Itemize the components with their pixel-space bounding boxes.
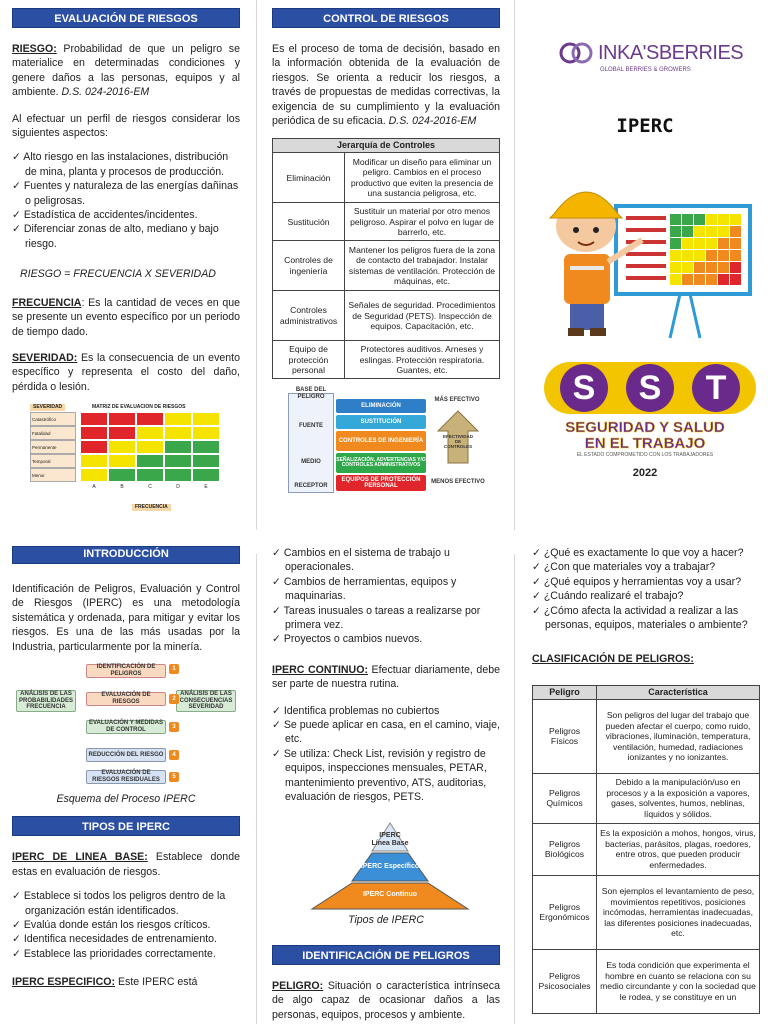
board-cell bbox=[730, 250, 741, 261]
section-title: IDENTIFICACIÓN DE PELIGROS bbox=[272, 945, 500, 965]
body-text: Es el proceso de toma de decisión, basado en la información obtenida de la evaluación de riesgos. Se orienta a reducir los riesgos, a través de propuestas de medidas correctivas, la exigencia de su cumplimiento y la evaluación periódica de su eficacia. bbox=[272, 43, 500, 128]
matrix-cell bbox=[108, 412, 136, 426]
base-label: BASE DEL PELIGRO bbox=[295, 387, 327, 400]
table-row bbox=[533, 875, 760, 949]
board-cell bbox=[706, 238, 717, 249]
menos-efectivo-label: MENOS EFECTIVO bbox=[431, 479, 485, 486]
intro-text: Al efectuar un perfil de riesgos considerar los siguientes aspectos: bbox=[12, 112, 240, 140]
board-cell bbox=[694, 214, 705, 225]
cell-key: Peligros Ergonómicos bbox=[533, 875, 597, 949]
definition-text: : Es la cantidad de veces en que se presente un evento específico por un periodo de tiempo dado. bbox=[12, 296, 240, 338]
term: IPERC DE LINEA BASE: bbox=[12, 851, 148, 864]
matrix-cell bbox=[80, 412, 108, 426]
list-item: ✓ Fuentes y naturaleza de las energías dañinas o peligrosas. bbox=[12, 179, 240, 208]
board-cell bbox=[706, 226, 717, 237]
scheme-left: ANÁLISIS DE LAS PROBABILIDADES FRECUENCIA bbox=[16, 690, 76, 712]
table-row bbox=[533, 699, 760, 773]
matrix-freq-label: FRECUENCIA bbox=[132, 504, 171, 511]
control-text bbox=[272, 42, 500, 128]
board-cell bbox=[718, 262, 729, 273]
fold-line bbox=[514, 0, 515, 1024]
board-line bbox=[626, 228, 666, 232]
list-item: ✓ Establece las prioridades correctamente. bbox=[12, 947, 240, 961]
matrix-cell bbox=[136, 440, 164, 454]
table-row bbox=[533, 949, 760, 1013]
cell-value: Protectores auditivos. Arneses y eslingas. Protección respiratoria. Guantes, etc. bbox=[345, 341, 500, 379]
matrix-cell bbox=[192, 468, 220, 482]
definition-text: Este IPERC está bbox=[115, 976, 198, 989]
cover-title: IPERC bbox=[616, 115, 674, 137]
board-cell bbox=[706, 274, 717, 285]
board-cell bbox=[682, 262, 693, 273]
matrix-row-label: Temporal bbox=[30, 454, 76, 468]
cell-value: Sustituir un material por otro menos peligroso. Aspirar el polvo en lugar de barrerlo, etc. bbox=[345, 203, 500, 241]
brand-name: INKA'SBERRIES bbox=[598, 42, 744, 64]
matrix-cell bbox=[192, 412, 220, 426]
matrix-cell bbox=[108, 426, 136, 440]
matrix-cell bbox=[80, 440, 108, 454]
matrix-cell bbox=[136, 468, 164, 482]
table-row bbox=[273, 241, 500, 291]
scheme-num: 5 bbox=[169, 772, 179, 782]
scheme-step: EVALUACIÓN Y MEDIDAS DE CONTROL bbox=[86, 720, 166, 734]
scheme-num: 3 bbox=[169, 722, 179, 732]
scheme-caption: Esquema del Proceso IPERC bbox=[56, 793, 196, 806]
board-cell bbox=[682, 274, 693, 285]
matrix-cell bbox=[136, 412, 164, 426]
section-title: CONTROL DE RIESGOS bbox=[272, 8, 500, 28]
cell-value: Debido a la manipulación/uso en procesos y a la exposición a vapores, gases, solventes, humos, neblinas, líquidos y sólidos. bbox=[597, 773, 760, 823]
definition-text: Probabilidad de que un peligro se materialice en determinadas condiciones y genere daños a las personas, equipos y al ambiente. bbox=[12, 43, 240, 99]
board-cell bbox=[706, 262, 717, 273]
table-header: Característica bbox=[597, 685, 760, 699]
column-control bbox=[272, 8, 500, 495]
table-row bbox=[533, 823, 760, 875]
list-item: ✓ Se puede aplicar en casa, en el camino, viaje, etc. bbox=[272, 718, 500, 747]
table-row bbox=[273, 153, 500, 203]
definition-text: Establece donde estas en evaluación de riesgos. bbox=[12, 851, 240, 878]
board-cell bbox=[694, 226, 705, 237]
term: PELIGRO: bbox=[272, 979, 324, 992]
table-row bbox=[273, 341, 500, 379]
board-cell bbox=[682, 214, 693, 225]
term: FRECUENCIA bbox=[12, 296, 82, 309]
board-cell bbox=[706, 250, 717, 261]
list-item: ✓ Tareas inusuales o tareas a realizarse por primera vez. bbox=[272, 604, 500, 633]
board-cell bbox=[694, 238, 705, 249]
column-introduccion bbox=[12, 548, 240, 1024]
matrix-col-label: E bbox=[204, 484, 208, 491]
fold-line bbox=[256, 0, 257, 1024]
board-line bbox=[626, 264, 666, 268]
board-cell bbox=[682, 250, 693, 261]
cell-value: Es la exposición a mohos, hongos, virus, bacterias, parásitos, plagas, roedores, entre otros, que pueden producir enfermedades. bbox=[597, 823, 760, 875]
list-item: ✓ ¿Cuándo realizaré el trabajo? bbox=[532, 589, 760, 603]
board-cell bbox=[670, 262, 681, 273]
mas-efectivo-label: MÁS EFECTIVO bbox=[434, 397, 480, 404]
matrix-cell bbox=[80, 468, 108, 482]
level-epp: EQUIPOS DE PROTECCIÓN PERSONAL bbox=[336, 475, 426, 491]
table-header: Peligro bbox=[533, 685, 597, 699]
cell-key: Controles administrativos bbox=[273, 291, 345, 341]
board-cell bbox=[730, 238, 741, 249]
table-row bbox=[273, 203, 500, 241]
scheme-step: IDENTIFICACIÓN DE PELIGROS bbox=[86, 664, 166, 678]
hazards-table bbox=[532, 685, 760, 1014]
questions-list bbox=[532, 546, 760, 632]
section-title: TIPOS DE IPERC bbox=[12, 816, 240, 836]
continuo-list bbox=[272, 704, 500, 805]
risk-matrix bbox=[12, 404, 240, 514]
reference: D.S. 024-2016-EM bbox=[61, 86, 150, 99]
list-item: ✓ ¿Qué equipos y herramientas voy a usar? bbox=[532, 575, 760, 589]
board-cell bbox=[718, 226, 729, 237]
board-line bbox=[626, 252, 666, 256]
matrix-cell bbox=[136, 454, 164, 468]
clasificacion-heading: CLASIFICACIÓN DE PELIGROS: bbox=[532, 653, 694, 666]
scheme-num: 1 bbox=[169, 664, 179, 674]
worker-illustration bbox=[530, 170, 760, 340]
cell-value: Son peligros del lugar del trabajo que pueden afectar el cuerpo, como ruido, vibraciones, iluminación, temperatura, ventilación, humedad, radiaciones ionizantes y no ionizantes. bbox=[597, 699, 760, 773]
severidad-definition bbox=[12, 351, 240, 394]
table-row bbox=[273, 291, 500, 341]
sst-line-2: EN EL TRABAJO bbox=[584, 434, 706, 452]
list-item: ✓ Evalúa donde están los riesgos críticos. bbox=[12, 918, 240, 932]
term: IPERC CONTINUO: bbox=[272, 663, 368, 676]
arrow-label: EFECTIVIDAD DE CONTROLES bbox=[443, 434, 474, 450]
board-cell bbox=[694, 274, 705, 285]
board-cell bbox=[670, 250, 681, 261]
matrix-cell bbox=[192, 440, 220, 454]
definition-text: Efectuar diariamente, debe ser parte de nuestra rutina. bbox=[272, 663, 500, 691]
cell-value: Señales de seguridad. Procedimientos de Seguridad (PETS). Inspección de equipos. Capacitación, etc. bbox=[345, 291, 500, 341]
list-item: ✓ Identifica necesidades de entrenamiento. bbox=[12, 932, 240, 946]
linea-base-definition bbox=[12, 850, 240, 879]
linea-base-list bbox=[12, 889, 240, 961]
level-eliminacion: ELIMINACIÓN bbox=[336, 399, 426, 413]
cell-value: Mantener los peligros fuera de la zona de contacto del trabajador. Instalar sistemas de ventilación. Protección de máquinas, etc. bbox=[345, 241, 500, 291]
fuente-label: FUENTE bbox=[299, 423, 323, 430]
matrix-col-label: B bbox=[120, 484, 124, 491]
medio-label: MEDIO bbox=[301, 459, 321, 466]
board-cell bbox=[670, 238, 681, 249]
cell-key: Sustitución bbox=[273, 203, 345, 241]
sst-letter: T bbox=[692, 364, 740, 412]
receptor-label: RECEPTOR bbox=[294, 483, 328, 490]
riesgo-definition bbox=[12, 42, 240, 100]
term: IPERC ESPECIFICO: bbox=[12, 976, 116, 989]
cell-key: Peligros Biológicos bbox=[533, 823, 597, 875]
list-item: ✓ Alto riesgo en las instalaciones, distribución de mina, planta y procesos de producción. bbox=[12, 150, 240, 179]
list-item: ✓ ¿Con que materiales voy a trabajar? bbox=[532, 560, 760, 574]
board-cell bbox=[730, 274, 741, 285]
list-item: ✓ Diferenciar zonas de alto, mediano y bajo riesgo. bbox=[12, 222, 240, 251]
term: RIESGO: bbox=[12, 43, 57, 55]
board-cell bbox=[694, 262, 705, 273]
iperc-pyramid bbox=[272, 819, 500, 911]
board-cell bbox=[730, 262, 741, 273]
board-cell bbox=[670, 274, 681, 285]
matrix-cell bbox=[164, 440, 192, 454]
list-item: ✓ Identifica problemas no cubiertos bbox=[272, 704, 500, 718]
board-cell bbox=[718, 238, 729, 249]
table-title: Jerarquía de Controles bbox=[273, 139, 500, 153]
matrix-cell bbox=[108, 440, 136, 454]
column-evaluacion bbox=[12, 8, 240, 514]
board-cell bbox=[730, 214, 741, 225]
pyramid-caption: Tipos de IPERC bbox=[348, 913, 424, 926]
hierarchy-table bbox=[272, 138, 500, 379]
board-cell bbox=[718, 274, 729, 285]
board-cell bbox=[682, 226, 693, 237]
matrix-cell bbox=[136, 426, 164, 440]
pyramid-level: IPERC Específico bbox=[360, 862, 420, 870]
matrix-col-label: D bbox=[176, 484, 180, 491]
board-cell bbox=[718, 214, 729, 225]
cell-value: Es toda condición que experimenta el hombre en cuanto se relaciona con su medio circundante y con la sociedad que le rodea, y se constituye en un bbox=[597, 949, 760, 1013]
cell-value: Modificar un diseño para eliminar un peligro. Cambios en el proceso productivo que eviten la presencia de una sustancia peligrosa, etc. bbox=[345, 153, 500, 203]
board-line bbox=[626, 276, 666, 280]
scheme-num: 4 bbox=[169, 750, 179, 760]
term: SEVERIDAD: bbox=[12, 351, 78, 364]
section-title: INTRODUCCIÓN bbox=[12, 546, 240, 564]
cover-year: 2022 bbox=[632, 466, 658, 479]
scheme-step: REDUCCIÓN DEL RIESGO bbox=[86, 748, 166, 762]
matrix-row-label: Permanente bbox=[30, 440, 76, 454]
cell-key: Controles de ingeniería bbox=[273, 241, 345, 291]
reference: D.S. 024-2016-EM bbox=[388, 115, 477, 128]
board-cell bbox=[694, 250, 705, 261]
matrix-cell bbox=[164, 454, 192, 468]
column-tipos bbox=[272, 547, 500, 1024]
aspects-list bbox=[12, 150, 240, 251]
list-item: ✓ Establece si todos los peligros dentro de la organización están identificados. bbox=[12, 889, 240, 918]
board-cell bbox=[706, 214, 717, 225]
board-cell bbox=[670, 226, 681, 237]
iperc-scheme bbox=[12, 664, 240, 788]
matrix-cell bbox=[80, 426, 108, 440]
scheme-right: ANÁLISIS DE LAS CONSECUENCIAS SEVERIDAD bbox=[176, 690, 236, 712]
formula: RIESGO = FRECUENCIA X SEVERIDAD bbox=[20, 268, 216, 281]
sst-letter: S bbox=[626, 364, 674, 412]
level-sustitucion: SUSTITUCIÓN bbox=[336, 415, 426, 429]
diagram-left-column bbox=[288, 393, 334, 493]
matrix-col-label: C bbox=[148, 484, 152, 491]
scheme-step: EVALUACIÓN DE RIESGOS bbox=[86, 692, 166, 706]
definition-text: Situación o característica intrínseca de algo capaz de ocasionar daños a las personas, equipos, procesos y ambiente. bbox=[272, 979, 500, 1021]
list-item: ✓ ¿Qué es exactamente lo que voy a hacer? bbox=[532, 546, 760, 560]
matrix-cell bbox=[108, 454, 136, 468]
board-cell bbox=[682, 238, 693, 249]
cell-key: Equipo de protección personal bbox=[273, 341, 345, 379]
matrix-cell bbox=[192, 426, 220, 440]
continuo-definition bbox=[272, 663, 500, 692]
especifico-definition bbox=[12, 975, 240, 989]
matrix-cell bbox=[164, 426, 192, 440]
list-item: ✓ Cambios de herramientas, equipos y maquinarias. bbox=[272, 575, 500, 604]
cell-key: Peligros Químicos bbox=[533, 773, 597, 823]
frecuencia-definition bbox=[12, 296, 240, 339]
sst-logo bbox=[530, 362, 760, 472]
cell-key: Peligros Físicos bbox=[533, 699, 597, 773]
matrix-cell bbox=[164, 468, 192, 482]
matrix-cell bbox=[192, 454, 220, 468]
board-cell bbox=[670, 214, 681, 225]
table-row bbox=[533, 773, 760, 823]
cell-key: Peligros Psicosociales bbox=[533, 949, 597, 1013]
hierarchy-diagram bbox=[272, 387, 500, 495]
intro-text: Identificación de Peligros, Evaluación y Control de Riesgos (IPERC) es una metodología sistemática y ordenada, para mitigar y evitar los riesgos. Es una de las más usadas por la Industria, particularmente por la minería. bbox=[12, 583, 240, 653]
cell-value: Son ejemplos el levantamiento de peso, movimientos repetitivos, posiciones incómodas, herramientas inadecuadas, las diferentes posiciones inadecuadas, etc. bbox=[597, 875, 760, 949]
column-cover bbox=[530, 8, 760, 481]
matrix-title: MATRIZ DE EVALUACION DE RIESGOS bbox=[92, 404, 186, 411]
board-cell bbox=[730, 226, 741, 237]
pyramid-level: IPERC Continuo bbox=[362, 890, 418, 898]
level-administrativos: SEÑALIZACIÓN, ADVERTENCIAS Y/O CONTROLES ADMINISTRATIVOS bbox=[336, 453, 426, 473]
peligro-definition bbox=[272, 979, 500, 1022]
list-item: ✓ Proyectos o cambios nuevos. bbox=[272, 632, 500, 646]
especifico-list bbox=[272, 546, 500, 647]
matrix-cell bbox=[80, 454, 108, 468]
list-item: ✓ ¿Cómo afecta la actividad a realizar a las personas, equipos, materiales o ambiente? bbox=[532, 604, 760, 633]
matrix-cell bbox=[108, 468, 136, 482]
pyramid-level: IPERC Línea Base bbox=[371, 831, 409, 847]
cell-key: Eliminación bbox=[273, 153, 345, 203]
scheme-num: 2 bbox=[169, 694, 179, 704]
brand-logo bbox=[530, 38, 760, 98]
list-item: ✓ Estadística de accidentes/incidentes. bbox=[12, 208, 240, 222]
matrix-col-label: A bbox=[92, 484, 96, 491]
sst-tagline: EL ESTADO COMPROMETIDO CON LOS TRABAJADORES bbox=[576, 451, 714, 458]
definition-text: Es la consecuencia de un evento específico y representa el costo del daño, pérdida o lesión. bbox=[12, 351, 240, 393]
brand-rings-icon bbox=[560, 40, 596, 66]
level-ingenieria: CONTROLES DE INGENIERÍA bbox=[336, 431, 426, 451]
scheme-step: EVALUACIÓN DE RIESGOS RESIDUALES bbox=[86, 770, 166, 784]
board-cell bbox=[718, 250, 729, 261]
list-item: ✓ Cambios en el sistema de trabajo u operacionales. bbox=[272, 546, 500, 575]
board-line bbox=[626, 216, 666, 220]
matrix-cell bbox=[164, 412, 192, 426]
sst-letter: S bbox=[560, 364, 608, 412]
matrix-side-label: SEVERIDAD bbox=[30, 404, 65, 411]
brand-tagline: GLOBAL BERRIES & GROWERS bbox=[600, 67, 691, 73]
section-title: EVALUACIÓN DE RIESGOS bbox=[12, 8, 240, 28]
matrix-row-label: Fatalidad bbox=[30, 426, 76, 440]
matrix-row-label: Menor bbox=[30, 468, 76, 482]
matrix-row-label: Catastrófico bbox=[30, 412, 76, 426]
column-clasificacion bbox=[532, 547, 760, 1024]
list-item: ✓ Se utiliza: Check List, revisión y registro de equipos, inspecciones mensuales, PETAR, mantenimiento preventivo, ATS, auditorias, evaluación de riesgos, PETS. bbox=[272, 747, 500, 805]
sst-line-1: SEGURIDAD Y SALUD bbox=[565, 418, 725, 436]
